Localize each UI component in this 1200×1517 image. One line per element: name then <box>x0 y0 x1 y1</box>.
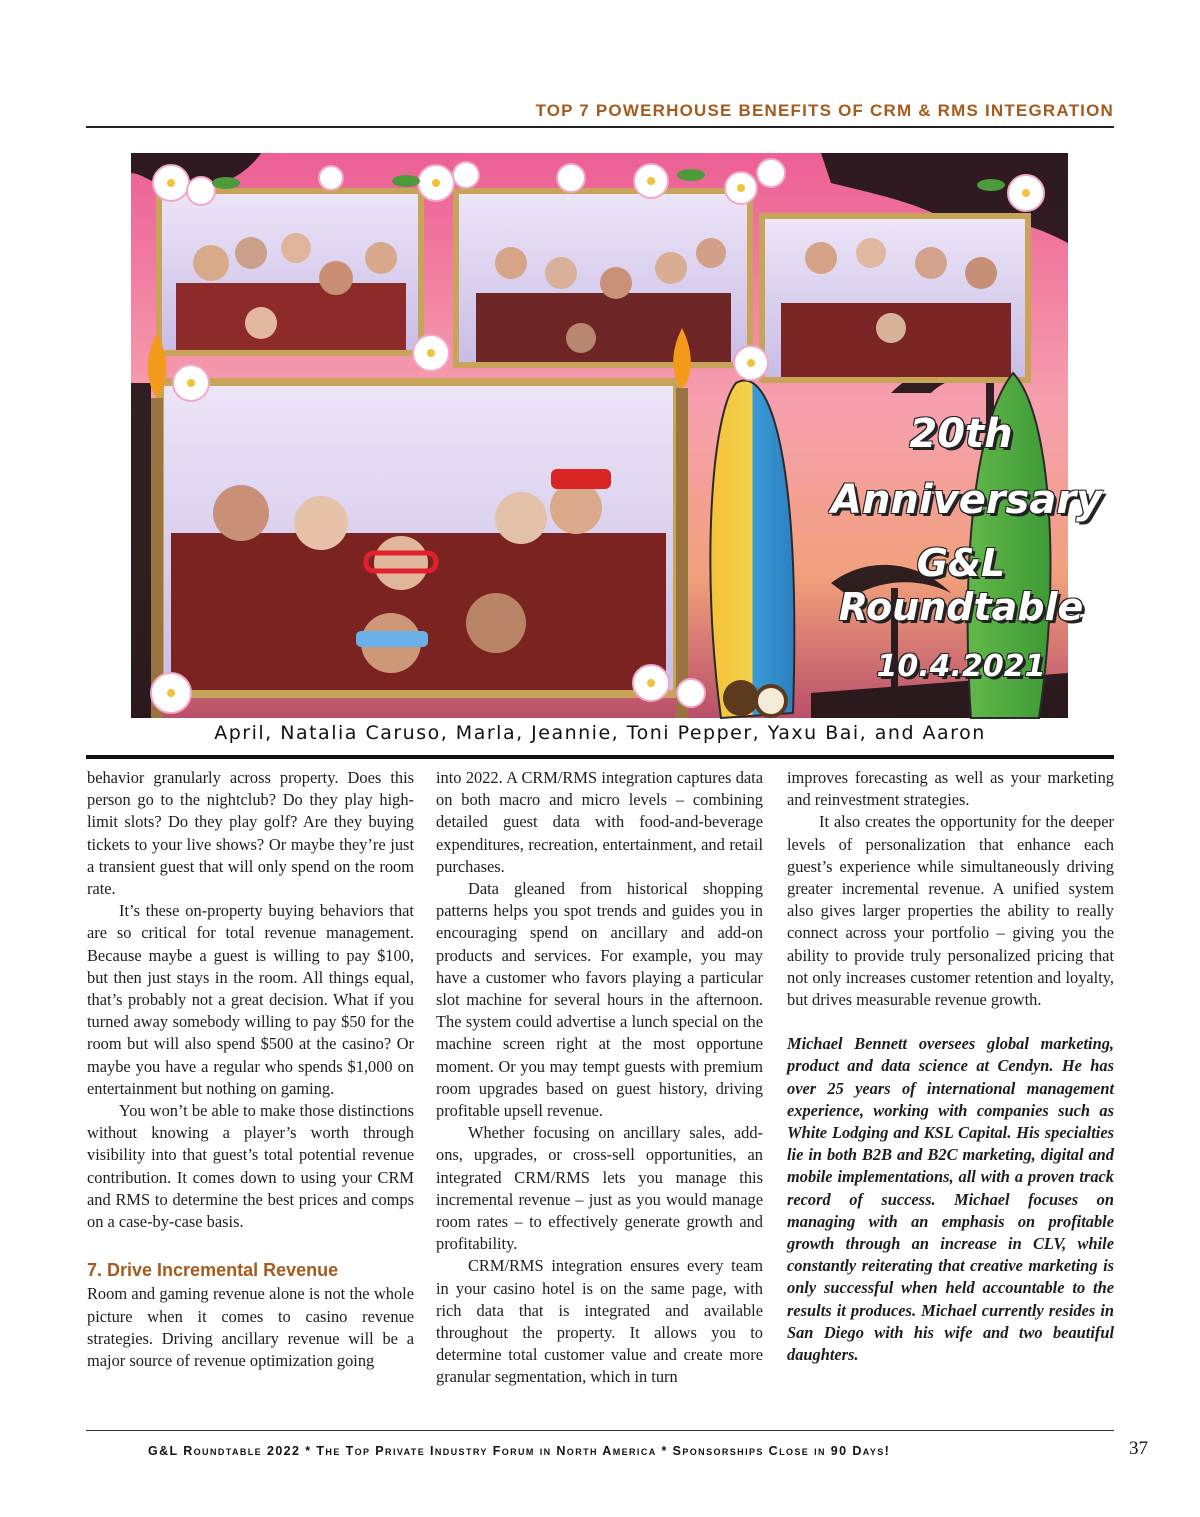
caption-rule <box>86 755 1114 759</box>
event-date: 10.4.2021 <box>876 649 1046 684</box>
paragraph: CRM/RMS integration ensures every team in your casino hotel is on the same page, with rich data that is integrated and available throughout the property. It allows you to determine total customer value and create more granular segmentation, which in turn <box>436 1256 763 1387</box>
event-title-line: 20th <box>909 411 1013 457</box>
section-heading: 7. Drive Incremental Revenue <box>87 1260 339 1281</box>
photo-caption: April, Natalia Caruso, Marla, Jeannie, Toni Pepper, Yaxu Bai, and Aaron <box>214 722 986 744</box>
header-rule <box>86 126 1114 128</box>
author-bio: Michael Bennett oversees global marketing, product and data science at Cendyn. He has over 25 years of international management experience, working with companies such as White Lodging and KSL Capital. His specialties lie in both B2B and B2C marketing, digital and mobile implementations, all with a proven track record of success. Michael focuses on managing with an emphasis on profitable growth through an increase in CLV, while constantly reiterating that creative marketing is only successful when held accountable to the results it produces. Michael currently resides in San Diego with his wife and two beautiful daughters. <box>787 1034 1114 1365</box>
event-photo <box>131 153 1103 718</box>
running-head: TOP 7 POWERHOUSE BENEFITS OF CRM & RMS INTEGRATION <box>535 101 1114 120</box>
paragraph: You won’t be able to make those distinctions without knowing a player’s worth through visibility into that guest’s total potential revenue contribution. It comes down to using your CRM and RMS to determine the best prices and comps on a case-by-case basis. <box>87 1101 414 1232</box>
paragraph: behavior granularly across property. Does this person go to the nightclub? Do they play high-limit slots? Do they play golf? Are they buying tickets to your live shows? Or maybe they’re just a transient guest that will only spend on the room rate. <box>87 768 414 899</box>
event-title-line: Anniversary <box>831 477 1103 523</box>
paragraph: It also creates the opportunity for the deeper levels of personalization that enhance each guest’s experience while simultaneously driving greater incremental revenue. A unified system also gives larger properties the ability to really connect across your portfolio – giving you the ability to provide truly personalized pricing that not only increases customer retention and loyalty, but drives measurable revenue growth. <box>787 812 1114 1010</box>
event-title-line: G&L Roundtable <box>838 541 1084 629</box>
paragraph: It’s these on-property buying behaviors that are so critical for total revenue management. Because maybe a guest is willing to pay $100, but then just stays in the room. All things equal, that’s probably not a great decision. What if you turned away somebody willing to pay $50 for the room but will also spend $500 at the casino? Or maybe you have a regular who spends $1,000 on entertainment but nothing on gaming. <box>87 901 414 1098</box>
paragraph: Room and gaming revenue alone is not the whole picture when it comes to casino revenue strategies. Driving ancillary revenue will be a major source of revenue optimization going <box>87 1284 414 1371</box>
article-column-2 <box>436 767 763 1389</box>
page-number: 37 <box>1129 1438 1148 1459</box>
article-column-1 <box>87 767 414 1372</box>
footer-rule <box>86 1430 1114 1431</box>
paragraph: Data gleaned from historical shopping patterns helps you spot trends and guides you in encouraging spend on ancillary and add-on products and services. For example, you may have a customer who favors playing a particular slot machine for several hours in the afternoon. The system could advertise a lunch special on the machine screen right at the most opportune moment. Or you may tempt guests with premium room upgrades based on guest history, driving profitable upsell revenue. <box>436 879 763 1121</box>
article-column-3 <box>787 767 1114 1366</box>
paragraph: into 2022. A CRM/RMS integration captures data on both macro and micro levels – combining detailed guest data with food-and-beverage expenditures, recreation, entertainment, and retail purchases. <box>436 768 763 876</box>
paragraph: Whether focusing on ancillary sales, add-ons, upgrades, or cross-sell opportunities, an integrated CRM/RMS lets you manage this incremental revenue – just as you would manage room rates – to effectively generate growth and profitability. <box>436 1123 763 1254</box>
event-title-overlay <box>831 411 1103 684</box>
footer-text: G&L Roundtable 2022 * The Top Private Industry Forum in North America * Sponsorships Close in 90 Days! <box>148 1444 891 1458</box>
paragraph: improves forecasting as well as your marketing and reinvestment strategies. <box>787 768 1114 810</box>
